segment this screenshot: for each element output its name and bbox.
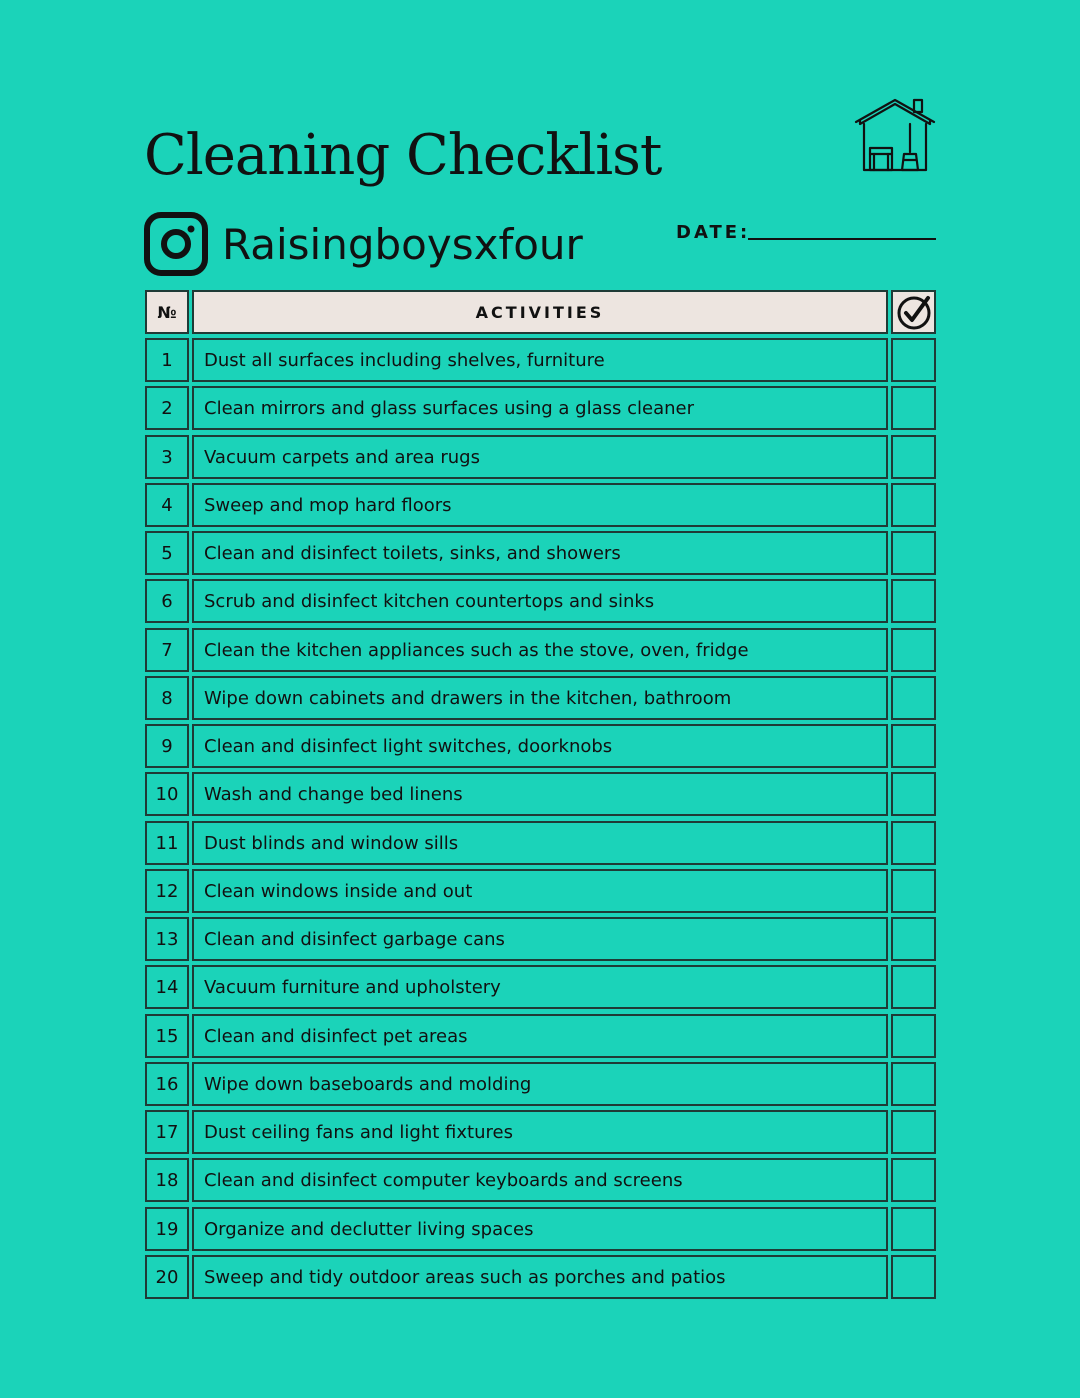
checkbox[interactable] xyxy=(891,821,936,865)
checkbox[interactable] xyxy=(891,1207,936,1251)
check-column-header xyxy=(891,290,936,334)
checkbox[interactable] xyxy=(891,724,936,768)
date-field[interactable] xyxy=(748,238,936,240)
row-number: 4 xyxy=(145,483,189,527)
activity-item: Dust blinds and window sills xyxy=(192,821,888,865)
activity-item: Clean and disinfect toilets, sinks, and showers xyxy=(192,531,888,575)
checkbox[interactable] xyxy=(891,965,936,1009)
activity-item: Organize and declutter living spaces xyxy=(192,1207,888,1251)
checkbox[interactable] xyxy=(891,386,936,430)
number-column-header: № xyxy=(145,290,189,334)
checkbox[interactable] xyxy=(891,772,936,816)
activity-item: Vacuum carpets and area rugs xyxy=(192,435,888,479)
activity-item: Clean the kitchen appliances such as the stove, oven, fridge xyxy=(192,628,888,672)
activities-column-header: ACTIVITIES xyxy=(192,290,888,334)
activity-item: Vacuum furniture and upholstery xyxy=(192,965,888,1009)
row-number: 19 xyxy=(145,1207,189,1251)
row-number: 7 xyxy=(145,628,189,672)
activity-item: Dust all surfaces including shelves, furniture xyxy=(192,338,888,382)
instagram-handle xyxy=(144,212,583,276)
row-number: 11 xyxy=(145,821,189,865)
activity-item: Sweep and mop hard floors xyxy=(192,483,888,527)
checkbox[interactable] xyxy=(891,917,936,961)
row-number: 9 xyxy=(145,724,189,768)
row-number: 15 xyxy=(145,1014,189,1058)
row-number: 14 xyxy=(145,965,189,1009)
checkbox[interactable] xyxy=(891,1255,936,1299)
row-number: 8 xyxy=(145,676,189,720)
checkbox[interactable] xyxy=(891,483,936,527)
row-number: 1 xyxy=(145,338,189,382)
activity-item: Scrub and disinfect kitchen countertops and sinks xyxy=(192,579,888,623)
activity-item: Wipe down cabinets and drawers in the kitchen, bathroom xyxy=(192,676,888,720)
row-number: 3 xyxy=(145,435,189,479)
activity-item: Clean windows inside and out xyxy=(192,869,888,913)
checkbox[interactable] xyxy=(891,1062,936,1106)
checkbox[interactable] xyxy=(891,338,936,382)
handle-text: Raisingboysxfour xyxy=(222,219,583,269)
checkbox[interactable] xyxy=(891,869,936,913)
check-circle-icon xyxy=(895,293,933,331)
row-number: 13 xyxy=(145,917,189,961)
row-number: 18 xyxy=(145,1158,189,1202)
date-label: DATE: xyxy=(676,222,751,243)
house-cleaning-icon xyxy=(852,96,938,176)
activity-item: Wash and change bed linens xyxy=(192,772,888,816)
checkbox[interactable] xyxy=(891,1110,936,1154)
checkbox[interactable] xyxy=(891,531,936,575)
activity-item: Clean and disinfect light switches, doorknobs xyxy=(192,724,888,768)
activity-item: Clean and disinfect pet areas xyxy=(192,1014,888,1058)
row-number: 6 xyxy=(145,579,189,623)
row-number: 20 xyxy=(145,1255,189,1299)
row-number: 10 xyxy=(145,772,189,816)
activity-item: Clean mirrors and glass surfaces using a glass cleaner xyxy=(192,386,888,430)
row-number: 16 xyxy=(145,1062,189,1106)
checkbox[interactable] xyxy=(891,435,936,479)
checkbox[interactable] xyxy=(891,628,936,672)
checkbox[interactable] xyxy=(891,1158,936,1202)
row-number: 12 xyxy=(145,869,189,913)
activity-item: Sweep and tidy outdoor areas such as porches and patios xyxy=(192,1255,888,1299)
page-title: Cleaning Checklist xyxy=(144,123,662,188)
checkbox[interactable] xyxy=(891,1014,936,1058)
activity-item: Wipe down baseboards and molding xyxy=(192,1062,888,1106)
checkbox[interactable] xyxy=(891,579,936,623)
activity-item: Dust ceiling fans and light fixtures xyxy=(192,1110,888,1154)
row-number: 5 xyxy=(145,531,189,575)
activity-item: Clean and disinfect garbage cans xyxy=(192,917,888,961)
activity-item: Clean and disinfect computer keyboards and screens xyxy=(192,1158,888,1202)
row-number: 2 xyxy=(145,386,189,430)
checkbox[interactable] xyxy=(891,676,936,720)
row-number: 17 xyxy=(145,1110,189,1154)
instagram-icon xyxy=(144,212,208,276)
